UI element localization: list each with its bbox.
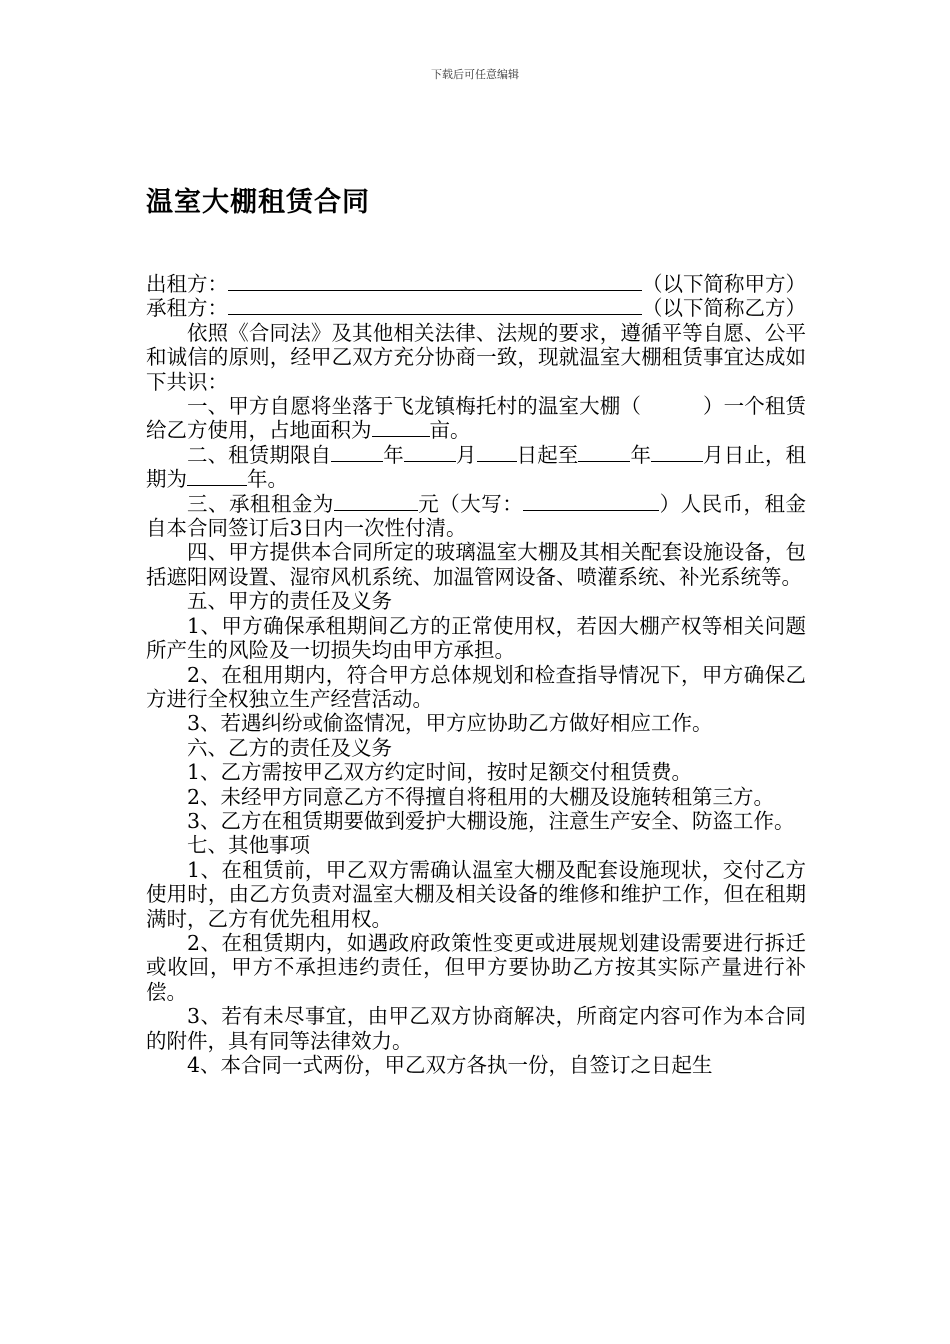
area-blank: [372, 418, 430, 437]
clause-2-term: 月日止，租期为: [146, 442, 807, 492]
section-5-heading: 五、甲方的责任及义务: [187, 589, 392, 614]
section-6-item: 3、乙方在租赁期要做到爱护大棚设施，注意生产安全、防盗工作。: [187, 808, 795, 833]
clause-2-month-1: 月: [455, 442, 477, 467]
end-year-blank: [578, 443, 630, 462]
rent-words-blank: [523, 492, 659, 511]
section-7-heading: 七、其他事项: [187, 833, 310, 858]
section-6-item: 2、未经甲方同意乙方不得擅自将租用的大棚及设施转租第三方。: [187, 784, 775, 809]
section-6-item: 1、乙方需按甲乙双方约定时间，按时足额交付租赁费。: [187, 760, 693, 785]
clause-3-text: 三、承租租金为: [187, 491, 334, 516]
clause-1-unit: 亩。: [429, 418, 471, 443]
section-5-item: 1、甲方确保承租期间乙方的正常使用权，若因大棚产权等相关问题所产生的风险及一切损失均由甲方承担。: [146, 613, 806, 663]
section-7-item: 1、在租赁前，甲乙双方需确认温室大棚及配套设施现状，交付乙方使用时，由乙方负责对温室大棚及相关设备的维修和维护工作，但在租期满时，乙方有优先租用权。: [146, 857, 806, 931]
section-7-item: 4、本合同一式两份，甲乙双方各执一份，自签订之日起生: [187, 1053, 713, 1077]
clause-1: [146, 394, 806, 443]
clause-2-year-2: 年: [630, 442, 652, 467]
page-header-note: 下载后可任意编辑: [431, 68, 519, 81]
contract-body: [146, 272, 806, 1077]
lessor-suffix: （以下简称甲方）: [642, 272, 806, 296]
clause-2-year-1: 年: [383, 442, 404, 467]
rent-amount-blank: [334, 492, 418, 511]
section-7-item: 2、在租赁期内，如遇政府政策性变更或进展规划建设需要进行拆迁或收回，甲方不承担违约责任，但甲方要协助乙方按其实际产量进行补偿。: [146, 930, 806, 1004]
clause-2-text: 二、租赁期限自: [187, 442, 332, 467]
clause-2-to: 日起至: [516, 442, 579, 467]
section-6-heading: 六、乙方的责任及义务: [187, 735, 392, 760]
lessor-line: [146, 272, 806, 296]
clause-4: 四、甲方提供本合同所定的玻璃温室大棚及其相关配套设施设备，包括遮阳网设置、湿帘风机系统、加温管网设备、喷灌系统、补光系统等。: [146, 540, 806, 589]
clause-2: [146, 443, 806, 492]
end-month-blank: [651, 443, 703, 462]
clause-3-end: ）人民币，租金自本合同签订后3日内一次性付清。: [146, 491, 807, 541]
section-5-item: 3、若遇纠纷或偷盗情况，甲方应协助乙方做好相应工作。: [187, 711, 713, 736]
lessee-label: 承租方：: [146, 296, 228, 321]
lessee-name-blank: [228, 296, 642, 315]
intro-paragraph: 依照《合同法》及其他相关法律、法规的要求，遵循平等自愿、公平和诚信的原则，经甲乙双方充分协商一致，现就温室大棚租赁事宜达成如下共识：: [146, 320, 806, 394]
lessor-name-blank: [228, 272, 642, 291]
clause-1-text: 一、甲方自愿将坐落于飞龙镇梅托村的温室大棚（ ）一个租赁给乙方使用，占地面积为: [146, 394, 806, 443]
term-years-blank: [187, 467, 247, 486]
start-day-blank: [477, 443, 517, 462]
clause-2-end: 年。: [247, 467, 288, 492]
start-year-blank: [331, 443, 383, 462]
document-title: 温室大棚租赁合同: [146, 187, 370, 218]
clause-3-words-label: 元（大写：: [417, 491, 524, 516]
lessee-line: [146, 296, 806, 320]
lessee-suffix: （以下简称乙方）: [642, 296, 806, 321]
start-month-blank: [404, 443, 456, 462]
clause-3: [146, 492, 806, 541]
lessor-label: 出租方：: [146, 272, 228, 296]
section-5-item: 2、在租用期内，符合甲方总体规划和检查指导情况下，甲方确保乙方进行全权独立生产经营活动。: [146, 662, 806, 711]
section-7-item: 3、若有未尽事宜，由甲乙双方协商解决，所商定内容可作为本合同的附件，具有同等法律效力。: [146, 1004, 806, 1053]
